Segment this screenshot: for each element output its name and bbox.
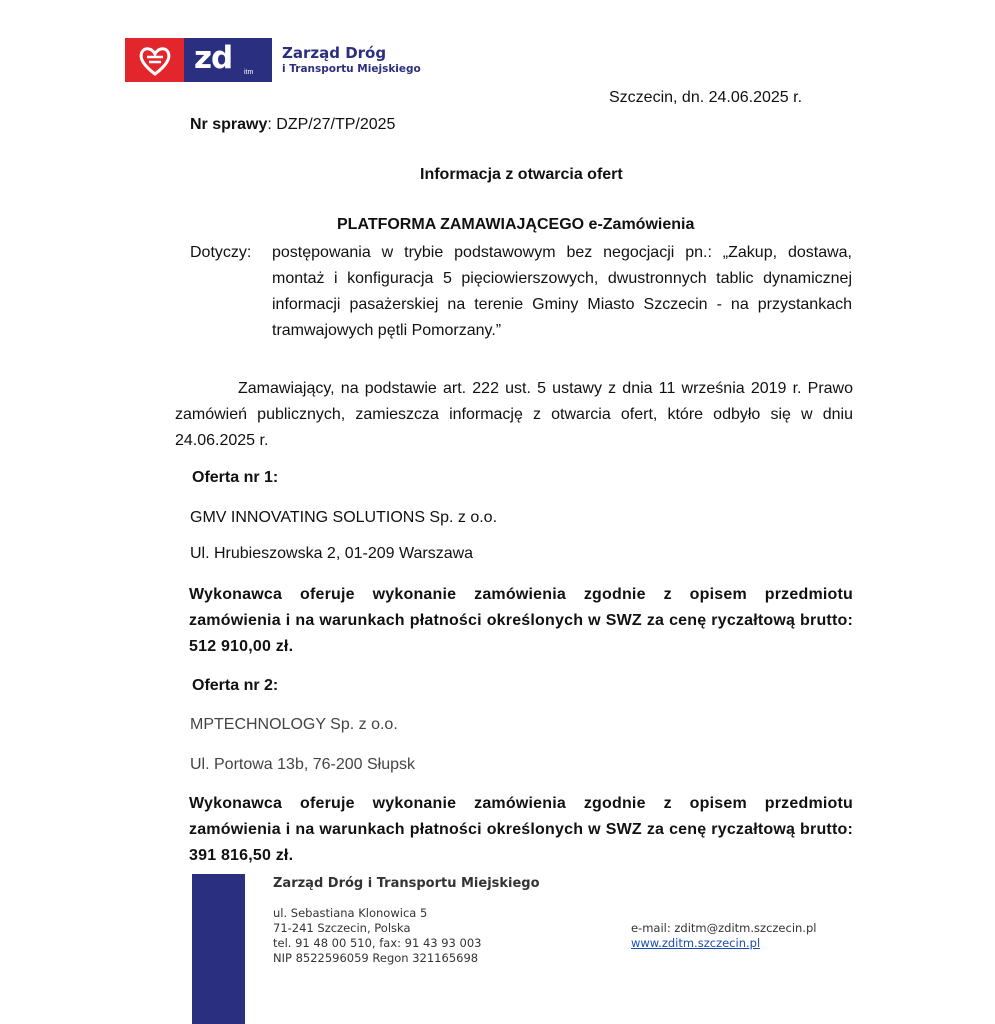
- offer-2-statement: Wykonawca oferuje wykonanie zamówienia zgodnie z opisem przedmiotu zamówienia i na warunkach płatności określonych w SWZ za cenę ryczałtową brutto: 391 816,50 zł.: [189, 795, 853, 864]
- logo-name: [282, 43, 421, 75]
- platform-heading: PLATFORMA ZAMAWIAJĄCEGO e-Zamówienia: [337, 216, 695, 233]
- offer-1-statement: Wykonawca oferuje wykonanie zamówienia zgodnie z opisem przedmiotu zamówienia i na warunkach płatności określonych w SWZ za cenę ryczałtową brutto: 512 910,00 zł.: [189, 586, 853, 655]
- logo-name-line1: Zarząd Dróg: [282, 43, 387, 62]
- subject-label: Dotyczy:: [190, 244, 252, 261]
- logo: [125, 38, 421, 82]
- subject-text: postępowania w trybie podstawowym bez negocjacji pn.: „Zakup, dostawa, montaż i konfiguracja 5 pięciowierszowych, dwustronnych tablic dynamicznej informacji pasażerskiej na terenie Gminy Miasto Szczecin - na przystankach tramwajowych pętli Pomorzany.”: [272, 244, 852, 339]
- case-label: Nr sprawy: [190, 116, 268, 133]
- offer-1-heading: Oferta nr 1:: [192, 469, 279, 486]
- logo-emblem: [125, 38, 184, 82]
- case-value: : DZP/27/TP/2025: [267, 116, 396, 133]
- offer-2-address: Ul. Portowa 13b, 76-200 Słupsk: [190, 756, 416, 773]
- offer-1-address: Ul. Hrubieszowska 2, 01-209 Warszawa: [190, 545, 474, 562]
- footer-phone: tel. 91 48 00 510, fax: 91 43 93 003: [273, 936, 482, 950]
- logo-name-line2: i Transportu Miejskiego: [282, 62, 421, 75]
- logo-brand-sub: itm: [244, 69, 254, 76]
- footer-city: 71-241 Szczecin, Polska: [273, 921, 411, 935]
- offer-1-company: GMV INNOVATING SOLUTIONS Sp. z o.o.: [190, 509, 498, 526]
- document-title: Informacja z otwarcia ofert: [420, 166, 623, 183]
- offer-2-company: MPTECHNOLOGY Sp. z o.o.: [190, 716, 398, 733]
- footer-ids: NIP 8522596059 Regon 321165698: [273, 951, 479, 965]
- place-date: Szczecin, dn. 24.06.2025 r.: [609, 89, 803, 106]
- footer-email: e-mail: zditm@zditm.szczecin.pl: [631, 921, 817, 935]
- offer-2-heading: Oferta nr 2:: [192, 677, 279, 694]
- logo-brand: zd: [194, 40, 233, 76]
- logo-brand-box: [184, 38, 272, 82]
- footer-street: ul. Sebastiana Klonowica 5: [273, 906, 428, 920]
- case-number: [190, 116, 395, 134]
- footer-website-link[interactable]: www.zditm.szczecin.pl: [631, 936, 761, 950]
- footer-accent-bar: [192, 874, 245, 1024]
- footer-org-name: Zarząd Dróg i Transportu Miejskiego: [273, 876, 540, 891]
- heart-emblem-icon: [135, 43, 175, 77]
- intro-paragraph: Zamawiający, na podstawie art. 222 ust. 5 ustawy z dnia 11 września 2019 r. Prawo zamówień publicznych, zamieszcza informację z otwarcia ofert, które odbyło się w dniu 24.06.2025 r.: [175, 380, 853, 449]
